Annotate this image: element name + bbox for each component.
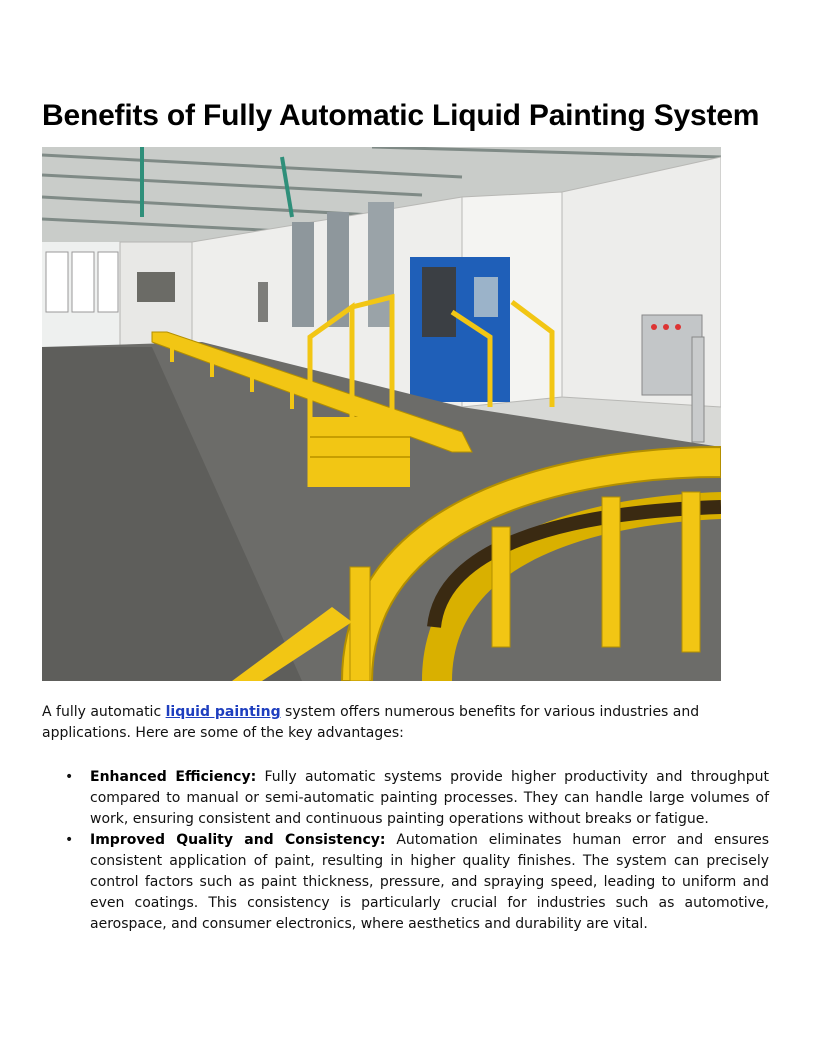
painting-line-illustration — [42, 147, 721, 681]
bullet-icon: • — [65, 769, 74, 785]
painting-line-photo — [42, 147, 721, 681]
intro-text-after: system offers numerous benefits for various industries and applications. Here are some of the key advantages: — [42, 704, 700, 741]
benefit-text: Fully automatic systems provide higher productivity and throughput compared to manual or semi-automatic painting processes. They can handle large volumes of work, ensuring consistent and continuous painting operations without breaks or fatigue. — [90, 769, 769, 827]
benefit-heading: Improved Quality and Consistency: — [90, 832, 386, 848]
page-title: Benefits of Fully Automatic Liquid Painting System — [42, 99, 760, 132]
list-item — [42, 830, 769, 935]
bullet-icon: • — [65, 832, 74, 848]
benefits-list — [42, 767, 769, 935]
liquid-painting-link[interactable]: liquid painting — [165, 704, 281, 720]
list-item — [42, 767, 769, 830]
benefit-text: Automation eliminates human error and ensures consistent application of paint, resulting in higher quality finishes. The system can precisely control factors such as paint thickness, pressure, and spraying speed, leading to uniform and even coatings. This consistency is particularly crucial for industries such as automotive, aerospace, and consumer electronics, where aesthetics and durability are vital. — [90, 832, 769, 932]
intro-paragraph — [42, 702, 772, 744]
intro-text-before: A fully automatic — [42, 704, 166, 720]
benefit-heading: Enhanced Efficiency: — [90, 769, 257, 785]
